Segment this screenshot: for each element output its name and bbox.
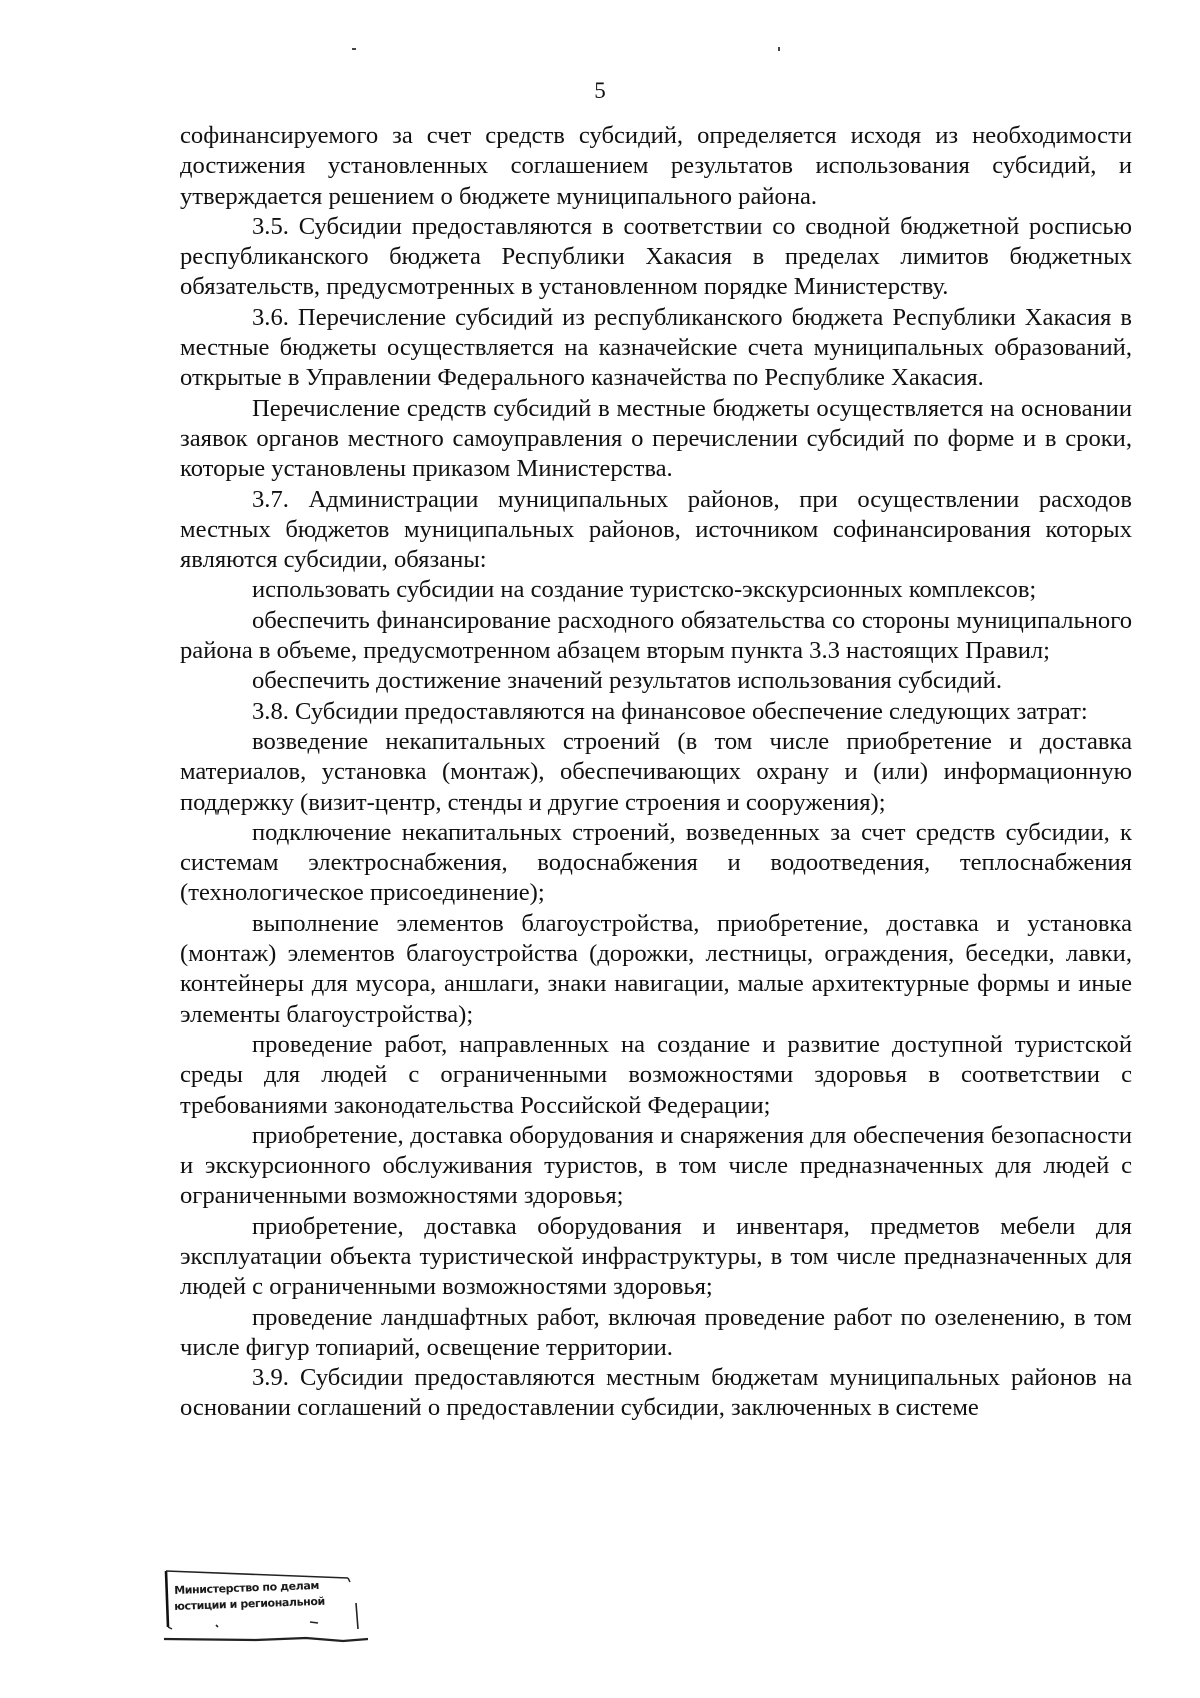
stamp-line-2: юстиции и региональной [173, 1594, 326, 1613]
paragraph: приобретение, доставка оборудования и инвентаря, предметов мебели для эксплуатации объекта туристической инфраструктуры, в том числе предназначенных для людей с ограниченными возможностями здоровья; [180, 1212, 1132, 1301]
scan-speck [352, 48, 356, 50]
paragraph: 3.9. Субсидии предоставляются местным бюджетам муниципальных районов на основании соглашений о предоставлении субсидии, заключенных в системе [180, 1364, 1132, 1422]
paragraph: 3.7. Администрации муниципальных районов, при осуществлении расходов местных бюджетов муниципальных районов, источником софинансирования которых являются субсидии, обязаны: [180, 485, 1132, 574]
ministry-stamp [160, 1567, 375, 1643]
paragraph: использовать субсидии на создание туристско-экскурсионных комплексов; [252, 576, 1037, 604]
paragraph: софинансируемого за счет средств субсидий, определяется исходя из необходимости достижения установленных соглашением результатов использования субсидий, и утверждается решением о бюджете муниципального района. [180, 122, 1132, 210]
paragraph: выполнение элементов благоустройства, приобретение, доставка и установка (монтаж) элементов благоустройства (дорожки, лестницы, ограждения, беседки, лавки, контейнеры для мусора, аншлаги, знаки навигации, малые архитектурные формы и иные элементы благоустройства); [180, 909, 1132, 1028]
paragraph: 3.5. Субсидии предоставляются в соответствии со сводной бюджетной росписью республиканского бюджета Республики Хакасия в пределах лимитов бюджетных обязательств, предусмотренных в установленном порядке Министерству. [180, 212, 1132, 301]
paragraph: возведение некапитальных строений (в том числе приобретение и доставка материалов, установка (монтаж), обеспечивающих охрану и (или) информационную поддержку (визит-центр, стенды и другие строения и сооружения); [180, 727, 1132, 816]
paragraph: проведение работ, направленных на создание и развитие доступной туристской среды для людей с ограниченными возможностями здоровья в соответствии с требованиями законодательства Российской Федерации; [180, 1030, 1132, 1119]
paragraph: проведение ландшафтных работ, включая проведение работ по озеленению, в том числе фигур топиарий, освещение территории. [180, 1303, 1132, 1361]
document-body [180, 121, 1132, 1424]
stamp-line-1: Министерство по делам [173, 1578, 320, 1597]
paragraph: обеспечить достижение значений результатов использования субсидий. [252, 667, 1002, 695]
page-number: 5 [594, 78, 606, 103]
paragraph: 3.8. Субсидии предоставляются на финансовое обеспечение следующих затрат: [252, 697, 1088, 725]
paragraph: подключение некапитальных строений, возведенных за счет средств субсидии, к системам электроснабжения, водоснабжения и водоотведения, теплоснабжения (технологическое присоединение); [180, 818, 1132, 907]
paragraph: обеспечить финансирование расходного обязательства со стороны муниципального района в объеме, предусмотренном абзацем вторым пункта 3.3 настоящих Правил; [180, 606, 1132, 665]
paragraph: 3.6. Перечисление субсидий из республиканского бюджета Республики Хакасия в местные бюджеты осуществляется на казначейские счета муниципальных образований, открытые в Управлении Федерального казначейства по Республике Хакасия. [180, 303, 1132, 392]
scan-speck [778, 47, 780, 51]
paragraph: Перечисление средств субсидий в местные бюджеты осуществляется на основании заявок органов местного самоуправления о перечислении субсидий по форме и в сроки, которые установлены приказом Министерства. [180, 394, 1132, 483]
paragraph: приобретение, доставка оборудования и снаряжения для обеспечения безопасности и экскурсионного обслуживания туристов, в том числе предназначенных для людей с ограниченными возможностями здоровья; [180, 1121, 1132, 1210]
